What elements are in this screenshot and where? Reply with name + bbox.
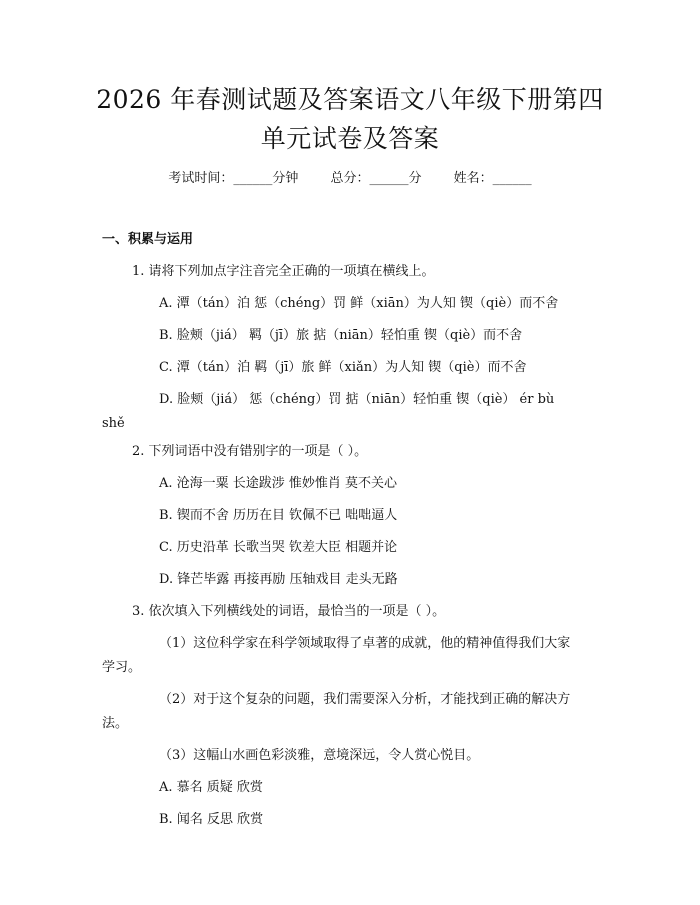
exam-time-field: 考试时间：______分钟 <box>168 171 299 186</box>
question-3-option-b: B. 闻名 反思 欣赏 <box>159 812 264 827</box>
question-3-sentence-1-wrap: 学习。 <box>102 660 142 675</box>
exam-info <box>0 169 700 189</box>
question-2-option-b: B. 锲而不舍 历历在目 钦佩不已 咄咄逼人 <box>159 508 398 523</box>
document-title-line-1: 2026 年春测试题及答案语文八年级下册第四 <box>96 85 604 114</box>
question-1-stem: 1. 请将下列加点字注音完全正确的一项填在横线上。 <box>132 264 435 279</box>
question-1-option-b: B. 脸颊（jiá） 羁（jī）旅 掂（niān）轻怕重 锲（qiè）而不舍 <box>159 328 523 343</box>
question-3-stem: 3. 依次填入下列横线处的词语，最恰当的一项是（ ）。 <box>132 604 446 619</box>
question-3-option-a: A. 慕名 质疑 欣赏 <box>159 780 263 795</box>
question-1-option-a: A. 潭（tán）泊 惩（chéng）罚 鲜（xiān）为人知 锲（qiè）而不舍 <box>159 296 559 311</box>
question-2-stem: 2. 下列词语中没有错别字的一项是（ ）。 <box>132 444 368 459</box>
question-3-sentence-2-wrap: 法。 <box>102 716 129 731</box>
question-1-option-d: D. 脸颊（jiá） 惩（chéng）罚 掂（niān）轻怕重 锲（qiè） ér bù <box>159 392 555 407</box>
question-3-sentence-2: （2）对于这个复杂的问题，我们需要深入分析，才能找到正确的解决方 <box>159 692 571 707</box>
question-2-option-a: A. 沧海一粟 长途跋涉 惟妙惟肖 莫不关心 <box>159 476 398 491</box>
question-1-option-c: C. 潭（tán）泊 羁（jī）旅 鲜（xiǎn）为人知 锲（qiè）而不舍 <box>159 360 527 375</box>
total-score-field: 总分：______分 <box>330 171 422 186</box>
question-1-option-d-wrap: shě <box>102 416 125 431</box>
question-2-option-d: D. 锋芒毕露 再接再励 压轴戏目 走头无路 <box>159 572 398 587</box>
section-heading: 一、积累与运用 <box>102 232 194 247</box>
question-3-sentence-1: （1）这位科学家在科学领域取得了卓著的成就，他的精神值得我们大家 <box>159 636 571 651</box>
question-3-sentence-3: （3）这幅山水画色彩淡雅，意境深远，令人赏心悦目。 <box>159 748 480 763</box>
student-name-field: 姓名：______ <box>453 171 532 186</box>
document-title-line-2: 单元试卷及答案 <box>260 124 440 153</box>
question-2-option-c: C. 历史沿革 长歌当哭 钦差大臣 相题并论 <box>159 540 398 555</box>
